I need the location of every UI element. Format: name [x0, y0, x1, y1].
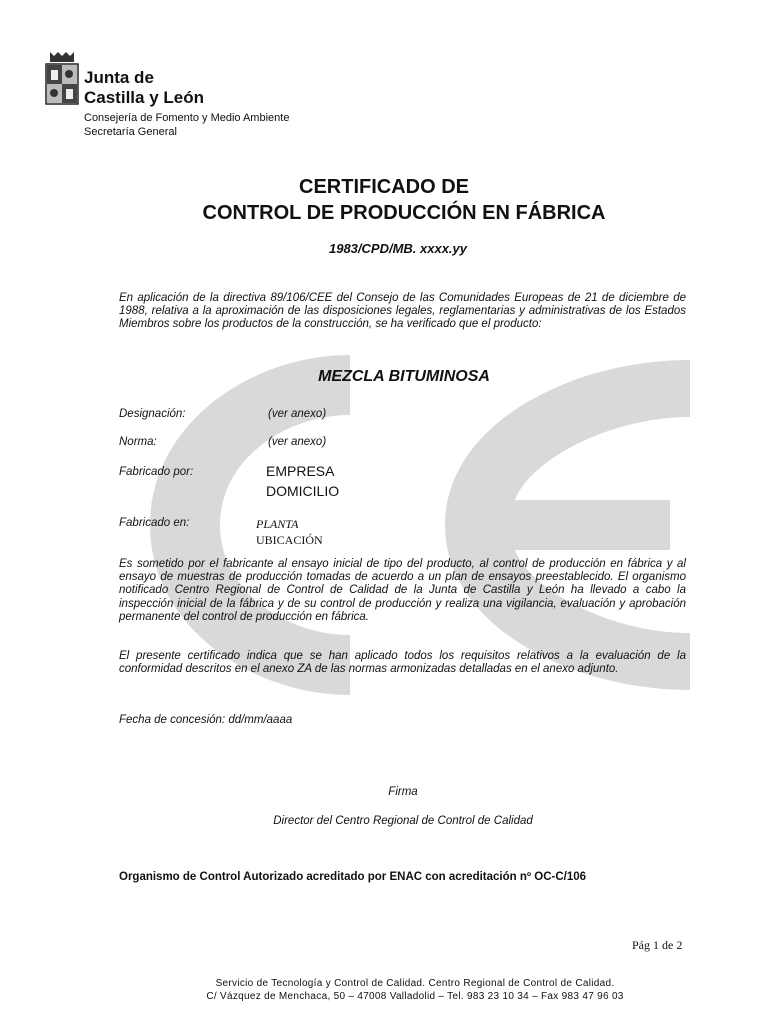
norma-label: Norma: [119, 436, 157, 448]
ce-mark-watermark [110, 355, 710, 695]
accreditation-statement: Organismo de Control Autorizado acreditado por ENAC con acreditación nº OC-C/106 [119, 871, 587, 883]
intro-paragraph: En aplicación de la directiva 89/106/CEE del Consejo de las Comunidades Europeas de 21 de diciembre de 1988, relativa a la aproximación de las disposiciones legales, reglamentarias y administrativas de los Estados Miembros sobre los productos de la construcción, se ha verificado que el producto: [119, 292, 686, 331]
product-name: MEZCLA BITUMINOSA [318, 368, 490, 385]
coat-of-arms-icon [44, 52, 80, 108]
evaluation-paragraph: Es sometido por el fabricante al ensayo inicial de tipo del producto, al control de producción en fábrica y al ensayo de muestras de producción tomadas de acuerdo a un plan de ensayos preestablecido. El organismo notificado Centro Regional de Control de Calidad de la Junta de Castilla y León ha llevado a cabo la inspección inicial de la fábrica y de su control de producción y realiza una vigilancia, evaluación y aprobación permanente del control de producción en fábrica. [119, 558, 686, 623]
department-line2: Secretaría General [84, 126, 177, 138]
norma-value: (ver anexo) [268, 436, 327, 448]
grant-date: Fecha de concesión: dd/mm/aaaa [119, 714, 293, 726]
page-number: Pág 1 de 2 [632, 938, 683, 952]
certificate-reference: 1983/CPD/MB. xxxx.yy [328, 241, 468, 256]
designacion-label: Designación: [119, 408, 186, 420]
fabricado-en-label: Fabricado en: [119, 517, 190, 529]
org-name-line2: Castilla y León [84, 88, 204, 107]
org-name-line1: Junta de [84, 68, 154, 87]
fabricado-por-label: Fabricado por: [119, 466, 194, 478]
department-line1: Consejería de Fomento y Medio Ambiente [84, 112, 290, 124]
fabricado-por-domicilio: DOMICILIO [266, 483, 340, 499]
fabricado-en-planta: PLANTA [256, 517, 299, 531]
conformity-paragraph: El presente certificado indica que se han aplicado todos los requisitos relativos a la evaluación de la conformidad descritos en el anexo ZA de las normas armonizadas detalladas en el anexo adjunto. [119, 650, 686, 676]
signature-label: Firma [388, 786, 418, 798]
fabricado-en-ubicacion: UBICACIÓN [256, 533, 323, 547]
footer-line1: Servicio de Tecnología y Control de Calidad. Centro Regional de Control de Calidad. [215, 978, 615, 989]
signatory-title: Director del Centro Regional de Control de Calidad [273, 815, 533, 827]
footer-line2: C/ Vázquez de Menchaca, 50 – 47008 Valladolid – Tel. 983 23 10 34 – Fax 983 47 96 03 [206, 991, 624, 1002]
document-title-line2: CONTROL DE PRODUCCIÓN EN FÁBRICA [202, 202, 606, 224]
designacion-value: (ver anexo) [268, 408, 327, 420]
ce-mark-e [445, 360, 690, 690]
document-title-line1: CERTIFICADO DE [299, 176, 469, 198]
fabricado-por-empresa: EMPRESA [266, 463, 335, 479]
